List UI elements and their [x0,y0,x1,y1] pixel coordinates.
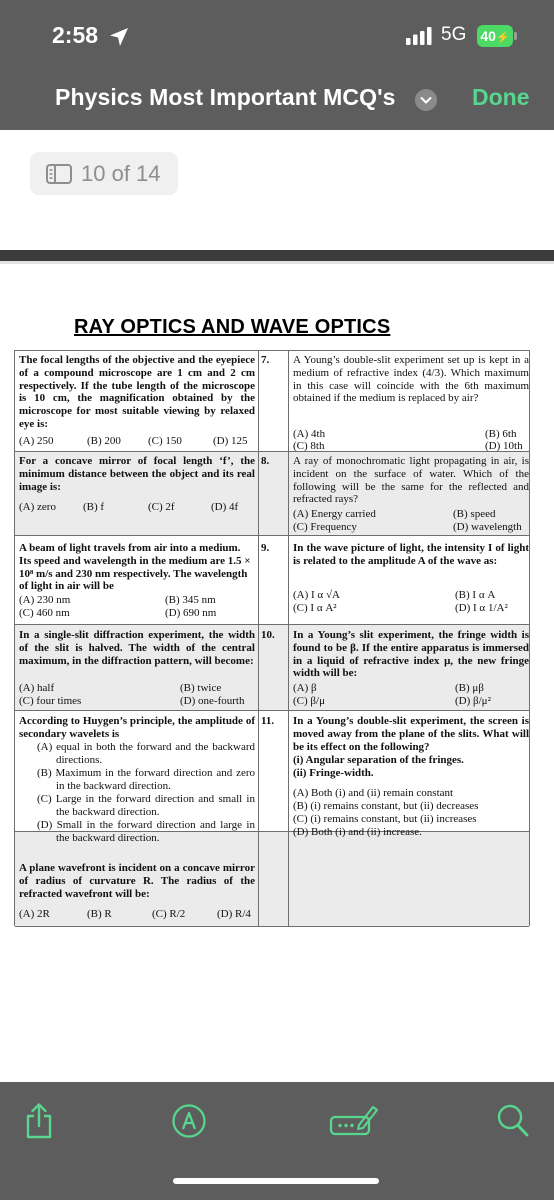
option: (D) Both (i) and (ii) increase. [293,826,422,838]
option: (A) 250 [19,435,54,447]
question-text: The focal lengths of the objective and the eyepiece of a compound microscope are 1 cm and 2 cm respectively. If the tube length of the microscope is 10 cm, the magnification obtained by the microscope for most suitable viewing by relaxed eye is: [19,354,255,430]
markup-pen-icon[interactable] [171,1103,207,1139]
option: (D) 125 [213,435,248,447]
question-text: In a single-slit diffraction experiment, the width of the slit is halved. The width of the central maximum, in the diffraction pattern, will become: [19,629,255,667]
option: (B) 345 nm [165,594,216,606]
option: (B) R [87,908,112,920]
option: (B) speed [453,508,496,520]
question-number: 10. [261,629,275,641]
signal-bars-icon [406,27,434,45]
page-indicator[interactable] [30,152,178,195]
network-type: 5G [441,24,467,45]
option: (B) I α A [455,589,496,601]
sub-item: (ii) Fringe-width. [293,767,374,779]
option: (C) I α A² [293,602,337,614]
option: (D) I α 1/A² [455,602,508,614]
option: (D) wavelength [453,521,522,533]
question-text: A Young’s double-slit experiment set up is kept in a medium of refractive index (4/3). Which maximum in this case will coincide with the 6th maximum obtained if the medium is replaced by air? [293,354,529,405]
option: (C) 2f [148,501,175,513]
signature-icon[interactable] [329,1103,379,1137]
option: (C) four times [19,695,82,707]
option: (C) 150 [148,435,182,447]
option: (B) (i) remains constant, but (ii) decreases [293,800,479,812]
column-divider [288,351,289,927]
option: (B) 200 [87,435,121,447]
location-arrow-icon [108,26,130,48]
page-separator [0,250,554,261]
option: (D) one-fourth [180,695,245,707]
column-divider [258,351,259,927]
share-icon[interactable] [24,1102,54,1140]
option: (C) Large in the forward direction and small in the backward direction. [37,793,255,818]
question-number: 7. [261,354,270,366]
option: (B) twice [180,682,222,694]
battery-cap [514,32,517,40]
page-separator-shadow [0,261,554,264]
sidebar-icon [46,164,72,184]
battery-level: 40 [480,28,496,44]
option: (C) Frequency [293,521,357,533]
question-text: For a concave mirror of focal length ‘f’, the minimum distance between the object and its real image is: [19,455,255,493]
option: (A) zero [19,501,56,513]
option: (D) 4f [211,501,239,513]
option: (A) equal in both the forward and the backward directions. [37,741,255,766]
option: (A) 230 nm [19,594,71,606]
option: (A) I α √A [293,589,340,601]
option: (C) β/μ [293,695,325,707]
battery-indicator [477,25,513,47]
page-heading: RAY OPTICS AND WAVE OPTICS [74,316,391,338]
option: (B) μβ [455,682,484,694]
option: (A) 4th [293,428,326,440]
option: (B) f [83,501,105,513]
home-indicator[interactable] [173,1178,379,1184]
page-count-label: 10 of 14 [81,161,161,186]
question-text: In a Young’s double-slit experiment, the screen is moved away from the plane of the slits. What will be its effect on the following? [293,715,529,753]
option: (C) 460 nm [19,607,70,619]
option: (A) Both (i) and (ii) remain constant [293,787,454,799]
option: (D) β/μ² [455,695,491,707]
option: (C) 8th [293,440,325,452]
question-text: A ray of monochromatic light propagating in air, is incident on the surface of water. Which of the following will be the same for the reflected and refracted rays? [293,455,529,506]
option: (D) R/4 [217,908,251,920]
option: (B) Maximum in the forward direction and zero in the backward direction. [37,767,255,792]
question-table [14,350,530,926]
sub-item: (i) Angular separation of the fringes. [293,754,464,766]
done-button[interactable]: Done [472,84,530,110]
question-text: In the wave picture of light, the intensity I of light is related to the amplitude A of the wave as: [293,542,529,567]
option: (B) 6th [485,428,517,440]
charging-bolt-icon: ⚡ [495,32,510,44]
option: (C) R/2 [152,908,186,920]
option: (A) 2R [19,908,50,920]
chevron-down-icon[interactable] [415,89,437,111]
question-text: A beam of light travels from air into a medium. Its speed and wavelength in the medium are 1.5 × 10⁸ m/s and 230 nm respectively. The wavelength of light in air will be [19,542,251,593]
document-title[interactable]: Physics Most Important MCQ's [55,84,396,110]
question-text: In a Young’s slit experiment, the fringe width is found to be β. If the entire apparatus is immersed in a liquid of refractive index μ, the new fringe width will be: [293,629,529,680]
option: (D) 690 nm [165,607,217,619]
status-time: 2:58 [52,22,99,48]
search-icon[interactable] [496,1103,530,1139]
question-number: 9. [261,542,270,554]
option: (A) Energy carried [293,508,376,520]
question-text: According to Huygen’s principle, the amplitude of secondary wavelets is [19,715,255,740]
option: (A) half [19,682,55,694]
question-number: 11. [261,715,275,727]
option: (D) Small in the forward direction and large in the backward direction. [37,819,255,844]
option: (C) (i) remains constant, but (ii) increases [293,813,477,825]
option: (A) β [293,682,317,694]
top-bar [0,0,554,130]
question-text: A plane wavefront is incident on a concave mirror of radius of curvature R. The radius of the refracted wavefront will be: [19,862,255,900]
option: (D) 10th [485,440,523,452]
question-number: 8. [261,455,270,467]
